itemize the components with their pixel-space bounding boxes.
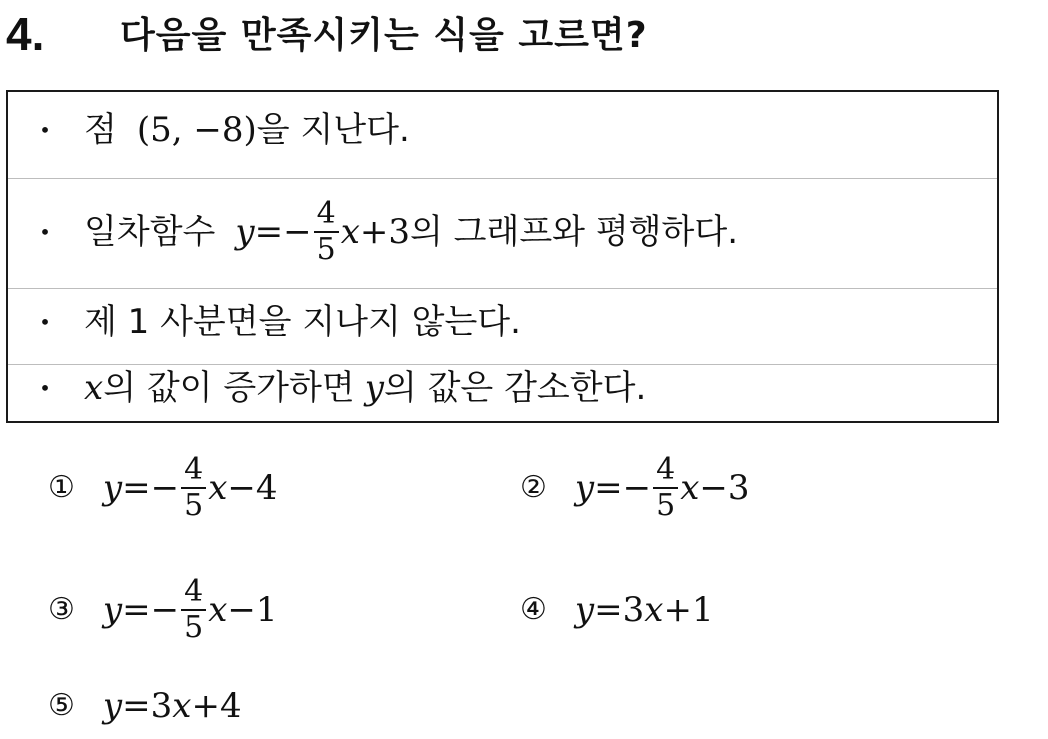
choice-1-fraction [181,453,206,523]
choice-3-fraction [181,575,206,645]
equation-tail: −1 [227,590,278,630]
condition-2-tail: +3 [359,212,410,252]
condition-1-text [84,108,410,152]
equation-tail: −4 [227,468,278,508]
choice-4-mark: ④ [520,592,547,627]
condition-2 [8,182,997,282]
equation-x: x [680,468,700,508]
row-divider [8,364,997,365]
condition-4-mid: 의 값이 증가하면 [103,368,355,408]
fraction-denominator: 5 [316,232,336,267]
choice-1-equation [103,453,278,523]
equation-eq: =− [594,468,652,508]
equation-tail: +4 [191,686,242,726]
condition-1 [8,108,997,152]
condition-2-y: y [235,212,255,252]
condition-4 [8,366,997,410]
question-title: 다음을 만족시키는 식을 고르면? [120,15,648,56]
bullet-icon: • [39,220,51,244]
equation-x: x [644,590,664,630]
question-number: 4. [6,8,45,60]
condition-2-suffix: 의 그래프와 평행하다. [410,212,739,252]
fraction-denominator: 5 [184,488,204,523]
equation-tail: −3 [699,468,750,508]
equation-x: x [172,686,192,726]
condition-2-text [84,197,738,267]
equation-tail: +1 [663,590,714,630]
fraction-numerator: 4 [316,196,336,231]
condition-3 [8,300,997,344]
equation-eq: =− [122,590,180,630]
fraction-denominator: 5 [184,610,204,645]
condition-2-x: x [340,212,360,252]
equation-coef: 3 [622,590,645,630]
condition-2-eq: =− [254,212,312,252]
question-header [0,0,1048,80]
choice-5-mark: ⑤ [48,688,75,723]
condition-1-suffix: 을 지난다. [256,110,410,150]
fraction-numerator: 4 [656,452,676,487]
choice-2[interactable] [520,438,750,538]
choice-2-fraction [653,453,678,523]
condition-4-x: x [84,368,104,408]
condition-4-suffix: 의 값은 감소한다. [383,368,647,408]
condition-3-text: 제 1 사분면을 지나지 않는다. [84,302,521,342]
condition-1-point: (5, −8) [136,110,257,150]
equation-eq: = [594,590,623,630]
condition-4-text [84,366,646,410]
equation-eq: =− [122,468,180,508]
condition-2-fraction [314,197,339,267]
choice-5[interactable] [48,684,242,728]
fraction-denominator: 5 [656,488,676,523]
condition-1-label: 점 [84,110,117,150]
choice-4[interactable] [520,588,714,632]
choice-5-equation [103,684,242,728]
choice-3-equation [103,575,278,645]
equation-y: y [102,686,123,726]
condition-4-y: y [364,368,384,408]
fraction-numerator: 4 [184,452,204,487]
conditions-box [6,90,999,423]
choice-2-mark: ② [520,470,547,505]
choice-1[interactable] [48,438,278,538]
equation-x: x [208,468,228,508]
equation-y: y [574,590,595,630]
equation-x: x [208,590,228,630]
choice-4-equation [575,588,714,632]
choice-3[interactable] [48,560,278,660]
bullet-icon: • [39,310,51,334]
equation-coef: 3 [150,686,173,726]
equation-y: y [102,468,123,508]
condition-2-label: 일차함수 [84,212,216,252]
equation-y: y [574,468,595,508]
equation-y: y [102,590,123,630]
choice-1-mark: ① [48,470,75,505]
bullet-icon: • [39,118,51,142]
equation-eq: = [122,686,151,726]
fraction-numerator: 4 [184,574,204,609]
row-divider [8,288,997,289]
bullet-icon: • [39,376,51,400]
choice-2-equation [575,453,750,523]
row-divider [8,178,997,179]
choice-3-mark: ③ [48,592,75,627]
